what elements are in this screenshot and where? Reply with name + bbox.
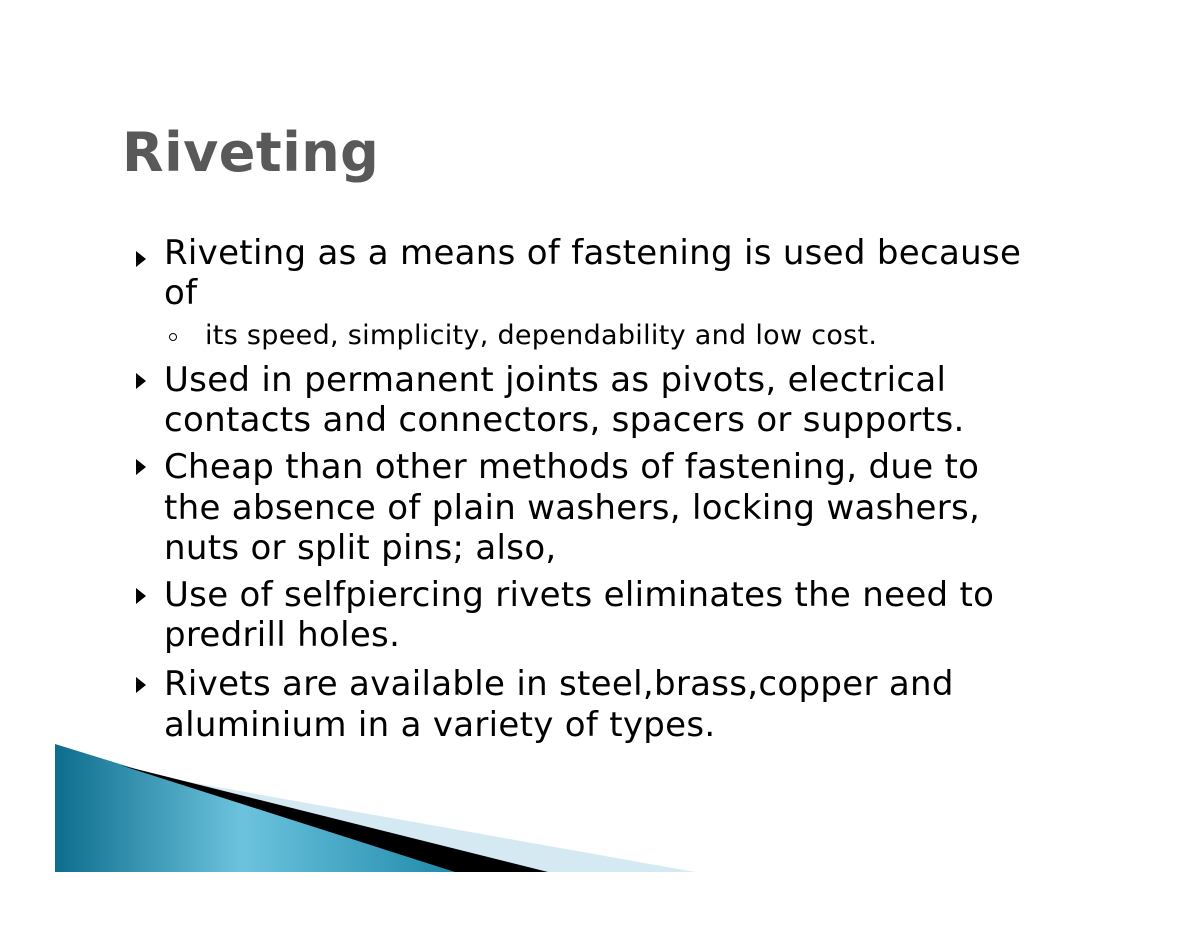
bullet-arrow-icon <box>136 677 146 693</box>
bullet-4-line-2: predrill holes. <box>164 615 401 655</box>
bullet-5-line-1: Rivets are available in steel,brass,copper and <box>164 664 954 704</box>
bullet-5-line-2: aluminium in a variety of types. <box>164 705 716 745</box>
bullet-2-line-1: Used in permanent joints as pivots, electrical <box>164 360 947 400</box>
sub-bullet-1: its speed, simplicity, dependability and low cost. <box>205 320 878 351</box>
bullet-3-line-1: Cheap than other methods of fastening, due to <box>164 447 980 487</box>
bullet-1-line-1: Riveting as a means of fastening is used because <box>164 233 1022 273</box>
sub-bullet-ring-icon <box>169 333 177 341</box>
bullet-4-line-1: Use of selfpiercing rivets eliminates the need to <box>164 575 995 615</box>
bullet-3-line-2: the absence of plain washers, locking washers, <box>164 488 981 528</box>
slide-title: Riveting <box>122 121 380 184</box>
bullet-1-line-2: of <box>164 273 198 313</box>
bullet-arrow-icon <box>136 373 146 389</box>
bullet-3-line-3: nuts or split pins; also, <box>164 528 557 568</box>
bullet-arrow-icon <box>136 588 146 604</box>
bullet-arrow-icon <box>136 459 146 475</box>
bullet-arrow-icon <box>136 251 146 267</box>
bullet-2-line-2: contacts and connectors, spacers or supports. <box>164 400 965 440</box>
